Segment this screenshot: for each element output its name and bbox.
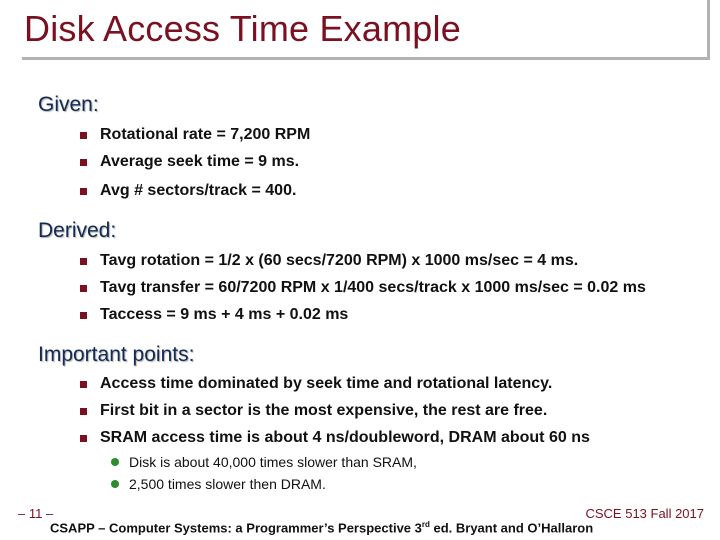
important-item-text: SRAM access time is about 4 ns/doubleword, DRAM about 60 ns <box>100 429 590 446</box>
derived-item <box>80 250 578 272</box>
square-bullet-icon <box>80 408 87 415</box>
given-item <box>80 124 310 146</box>
square-bullet-icon <box>80 435 87 442</box>
important-item-text: Access time dominated by seek time and rotational latency. <box>100 375 553 392</box>
important-subitem <box>111 474 326 494</box>
derived-item-text: Taccess = 9 ms + 4 ms + 0.02 ms <box>100 306 349 323</box>
slide-title: Disk Access Time Example <box>24 8 461 49</box>
square-bullet-icon <box>80 285 87 292</box>
important-item <box>80 400 547 422</box>
given-item-text: Avg # sectors/track = 400. <box>100 182 297 199</box>
square-bullet-icon <box>80 258 87 265</box>
derived-item-text: Tavg transfer = 60/7200 RPM x 1/400 secs/track x 1000 ms/sec = 0.02 ms <box>100 279 646 296</box>
citation-text-end: ed. Bryant and O’Hallaron <box>429 520 594 536</box>
square-bullet-icon <box>80 381 87 388</box>
disc-bullet-icon <box>111 480 119 488</box>
square-bullet-icon <box>80 132 87 139</box>
important-item <box>80 373 552 395</box>
important-heading: Important points: <box>38 343 195 366</box>
derived-item-text: Tavg rotation = 1/2 x (60 secs/7200 RPM) x 1000 ms/sec = 4 ms. <box>100 252 579 269</box>
course-label: CSCE 513 Fall 2017 <box>585 506 704 521</box>
important-item-text: First bit in a sector is the most expensive, the rest are free. <box>100 402 548 419</box>
given-item <box>80 151 299 173</box>
citation-superscript: rd <box>421 520 430 529</box>
derived-heading: Derived: <box>38 219 117 242</box>
derived-item <box>80 277 646 299</box>
disc-bullet-icon <box>111 458 119 466</box>
given-heading: Given: <box>38 93 99 116</box>
citation-text: CSAPP – Computer Systems: a Programmer’s Perspective 3 <box>50 520 422 536</box>
important-subitem-text: Disk is about 40,000 times slower than SRAM, <box>129 454 417 470</box>
important-subitem-text: 2,500 times slower then DRAM. <box>129 476 326 492</box>
important-item <box>80 427 590 449</box>
important-subitem <box>111 452 417 472</box>
given-item-text: Average seek time = 9 ms. <box>100 153 300 170</box>
square-bullet-icon <box>80 188 87 195</box>
book-citation <box>50 520 593 535</box>
derived-item <box>80 304 348 326</box>
square-bullet-icon <box>80 312 87 319</box>
given-item <box>80 180 296 202</box>
given-item-text: Rotational rate = 7,200 RPM <box>100 126 311 143</box>
square-bullet-icon <box>80 159 87 166</box>
page-number: – 11 – <box>18 506 54 521</box>
